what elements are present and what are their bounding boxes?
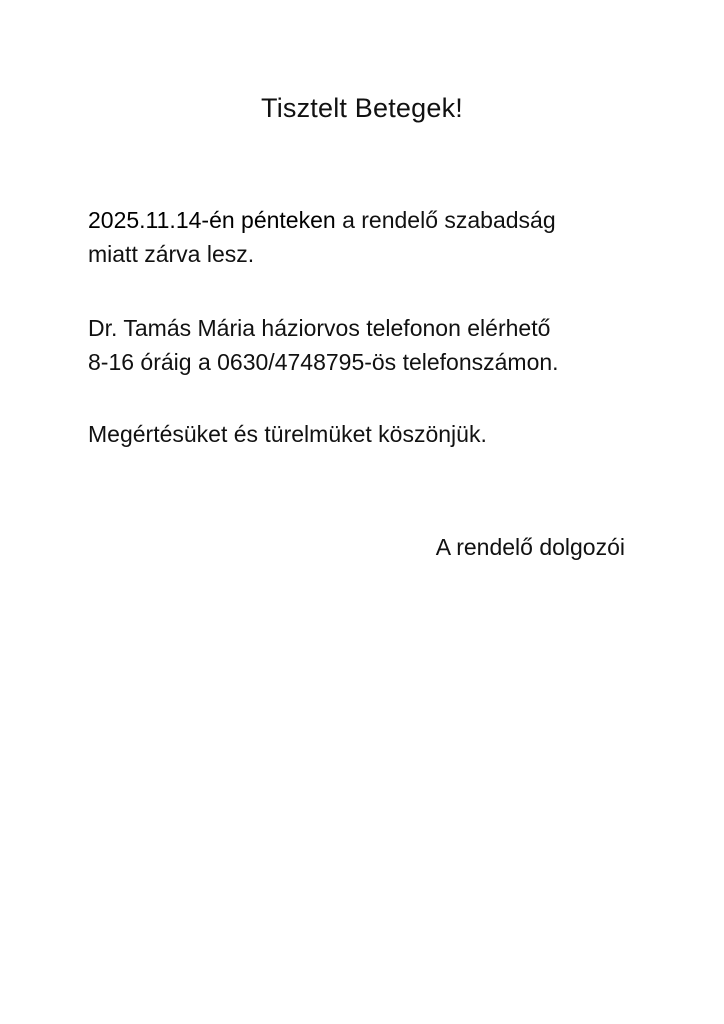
contact-paragraph xyxy=(88,311,648,379)
closure-line-2: miatt zárva lesz. xyxy=(88,241,255,267)
contact-line-1: Dr. Tamás Mária háziorvos telefonon elérhető xyxy=(88,315,551,341)
greeting-heading: Tisztelt Betegek! xyxy=(261,93,463,123)
signature: A rendelő dolgozói xyxy=(435,534,625,560)
closure-date: 2025.11.14-én pénteken xyxy=(88,207,336,233)
thanks-paragraph: Megértésüket és türelmüket köszönjük. xyxy=(88,421,487,447)
closure-line-1-rest: a rendelő szabadság xyxy=(335,207,556,233)
closure-line-1 xyxy=(88,203,648,237)
closure-paragraph xyxy=(88,203,648,271)
contact-line-2: 8-16 óráig a 0630/4748795-ös telefonszámon. xyxy=(88,349,559,375)
